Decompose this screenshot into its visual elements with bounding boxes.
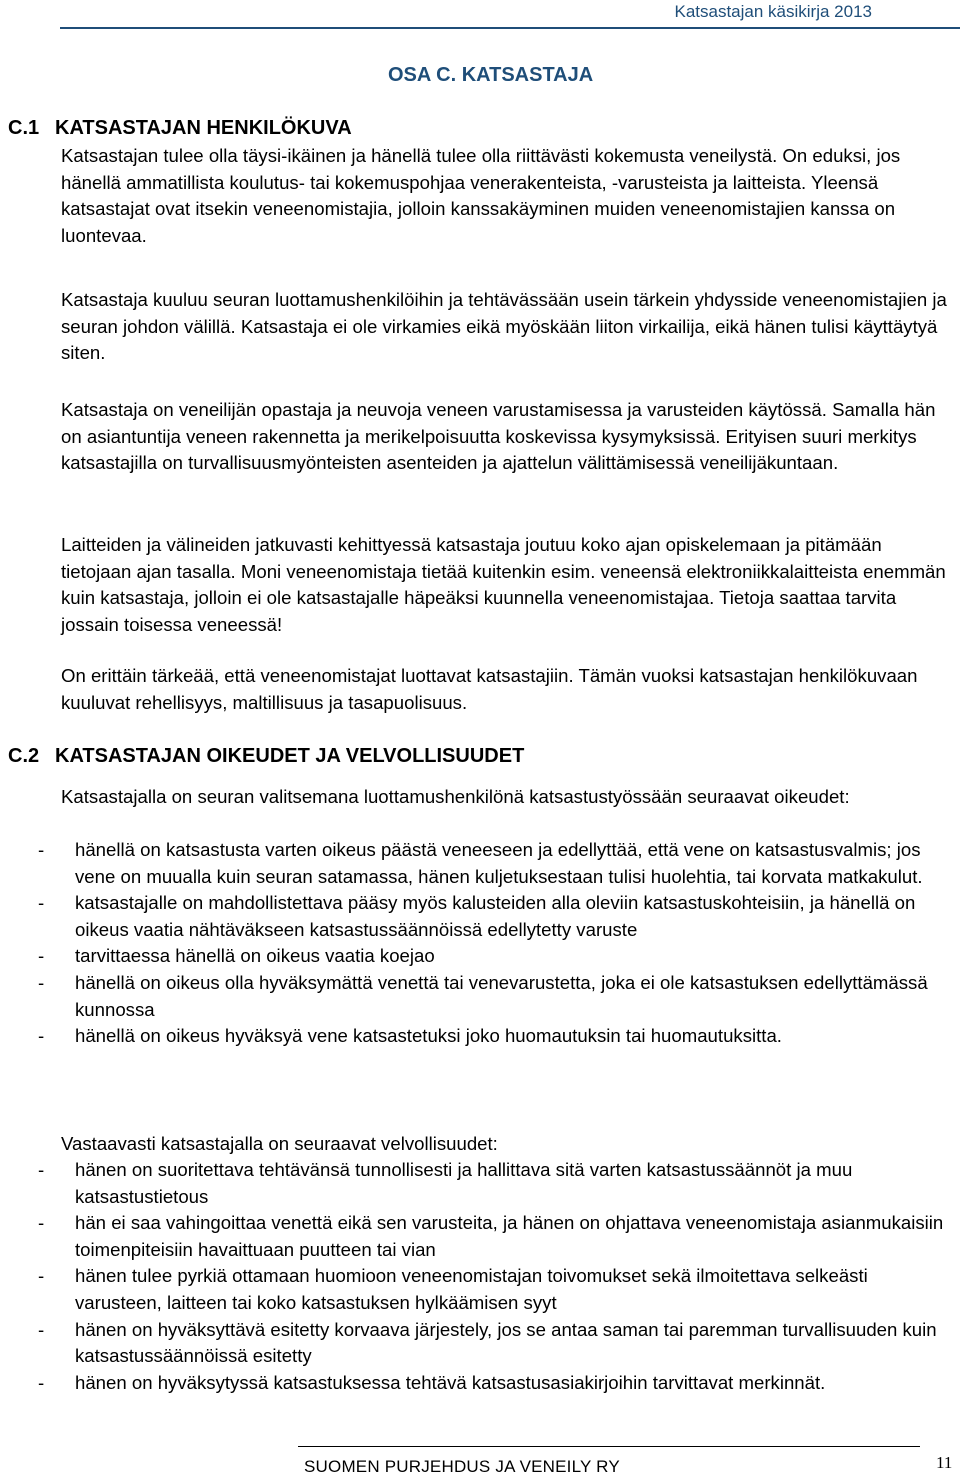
section-title: KATSASTAJAN HENKILÖKUVA <box>55 117 352 139</box>
list-item-text: katsastajalle on mahdollistettava pääsy myös kalusteiden alla oleviin katsastuskohteisiin, ja hänellä on oikeus vaatia nähtäväkseen katsastussäännöissä edellytetty varuste <box>75 892 916 940</box>
bullet: - <box>38 892 45 914</box>
section-heading-c2 <box>8 745 524 768</box>
paragraph: Katsastaja kuuluu seuran luottamushenkilöihin ja tehtävässään usein tärkein yhdysside veneenomistajien ja seuran johdon välillä. Katsastaja ei ole virkamies eikä myöskään liiton virkailija, eikä hänen tulisi käyttäytyä siten. <box>61 289 947 364</box>
list-item <box>8 1023 953 1050</box>
list-item-text: hänen on hyväksyttävä esitetty korvaava järjestely, jos se antaa saman tai paremman turvallisuuden kuin katsastussäännöissä esitetty <box>75 1318 937 1367</box>
list-item-text: hänellä on katsastusta varten oikeus päästä veneeseen ja edellyttää, että vene on katsastusvalmis; jos vene on muualla kuin seuran satamassa, hänen kuljetuksestaan tulisi huolehtia, tai korvata matkakulut. <box>75 839 923 887</box>
list-item-text: hänen on suoritettava tehtävänsä tunnollisesti ja hallittava sitä varten katsastussäännöt ja muu katsastustietous <box>75 1159 853 1207</box>
list-item <box>8 1370 953 1397</box>
paragraph: On erittäin tärkeää, että veneenomistajat luottavat katsastajiin. Tämän vuoksi katsastajan henkilökuvaan kuuluvat rehellisyys, maltillisuus ja tasapuolisuus. <box>61 665 918 713</box>
list-item-text: hän ei saa vahingoittaa venettä eikä sen varusteita, ja hänen on ohjattava veneenomistaja asianmukaisiin toimenpiteisiin havaittuaan puutteen tai vian <box>75 1212 944 1260</box>
duties-intro: Vastaavasti katsastajalla on seuraavat velvollisuudet: <box>61 1133 498 1154</box>
list-item-text: hänen tulee pyrkiä ottamaan huomioon veneenomistajan toivomukset sekä ilmoitettava selkeästi varusteen, laitteen tai koko katsastuksen hylkäämisen syyt <box>75 1265 868 1313</box>
paragraph: Laitteiden ja välineiden jatkuvasti kehittyessä katsastaja joutuu koko ajan opiskelemaan ja pitämään tietojaan ajan tasalla. Moni veneenomistaja tietää kuitenkin esim. veneensä elektroniikkalaitteista enemmän kuin katsastaja, jolloin ei ole katsastajalle häpeäksi kuunnella veneenomistajaa. Tietoja saattaa tarvita jossain toisessa veneessä! <box>61 534 946 635</box>
running-header: Katsastajan käsikirja 2013 <box>674 2 872 21</box>
bullet: - <box>38 971 45 993</box>
page-number: 11 <box>936 1453 953 1472</box>
bullet: - <box>38 1265 45 1287</box>
list-item-text: hänen on hyväksytyssä katsastuksessa tehtävä katsastusasiakirjoihin tarvittavat merkinnät. <box>75 1371 826 1393</box>
list-item <box>8 837 953 890</box>
list-item <box>8 1157 953 1210</box>
section-title: KATSASTAJAN OIKEUDET JA VELVOLLISUUDET <box>55 745 525 767</box>
section-number: C.1 <box>8 117 40 139</box>
duties-list <box>8 1157 953 1396</box>
list-item-text: hänellä on oikeus hyväksyä vene katsastetuksi joko huomautuksin tai huomautuksitta. <box>75 1025 782 1047</box>
list-item <box>8 1317 953 1370</box>
bullet: - <box>38 839 45 860</box>
header-rule <box>60 27 960 29</box>
section-heading-c1 <box>8 117 352 140</box>
list-item-text: hänellä on oikeus olla hyväksymättä venettä tai venevarustetta, joka ei ole katsastuksen edellyttämässä kunnossa <box>75 971 928 1020</box>
bullet: - <box>38 1159 45 1180</box>
bullet: - <box>38 1371 45 1393</box>
bullet: - <box>38 1212 45 1234</box>
list-item <box>8 970 953 1023</box>
bullet: - <box>38 1318 45 1340</box>
list-item-text: tarvittaessa hänellä on oikeus vaatia koejao <box>75 945 435 967</box>
paragraph: Katsastajan tulee olla täysi-ikäinen ja hänellä tulee olla riittävästi kokemusta veneilystä. On eduksi, jos hänellä ammatillista koulutus- tai kokemuspohjaa venerakenteista, -varusteista ja laitteista. Yleensä katsastajat ovat itsekin veneenomistajia, jolloin kanssakäyminen muiden veneenomistajien kanssa on luontevaa. <box>61 145 901 246</box>
section-number: C.2 <box>8 745 40 767</box>
part-title: OSA C. KATSASTAJA <box>388 64 594 86</box>
footer-rule <box>298 1446 920 1447</box>
paragraph: Katsastaja on veneilijän opastaja ja neuvoja veneen varustamisessa ja varusteiden käytössä. Samalla hän on asiantuntija veneen rakennetta ja merikelpoisuutta koskevissa kysymyksissä. Erityisen suuri merkitys katsastajilla on turvallisuusmyönteisten asenteiden ja ajattelun välittämisessä veneilijäkuntaan. <box>61 399 936 474</box>
footer-organization: SUOMEN PURJEHDUS JA VENEILY RY <box>304 1457 620 1476</box>
bullet: - <box>38 1025 45 1047</box>
list-item <box>8 1210 953 1263</box>
bullet: - <box>38 945 45 967</box>
list-item <box>8 943 953 970</box>
rights-list <box>8 837 953 1050</box>
list-item <box>8 890 953 943</box>
rights-intro: Katsastajalla on seuran valitsemana luottamushenkilönä katsastustyössään seuraavat oikeudet: <box>61 786 850 807</box>
list-item <box>8 1263 953 1316</box>
